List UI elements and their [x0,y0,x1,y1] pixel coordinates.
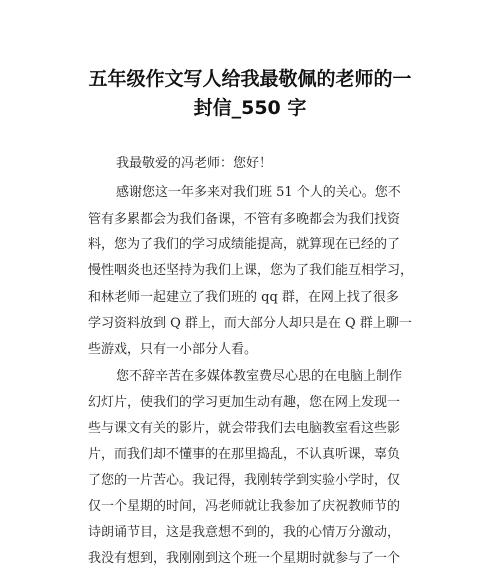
body-line: 学习资料放到 Q 群上，而大部分人却只是在 Q 群上聊一 [88,316,412,331]
body-line: 仅一个星期的时间，冯老师就让我参加了庆祝教师节的 [88,499,401,514]
salutation-line: 我最敬爱的冯老师：您好！ [116,156,273,171]
body-line: 片，而我们却不懂事的在那里捣乱，不认真听课，辜负 [88,447,401,462]
body-line: 感谢您这一年多来对我们班 51 个人的关心。您不 [116,185,401,200]
body-line: 些与课文有关的影片，就会带我们去电脑教室看这些影 [88,421,401,436]
body-line: 幻灯片，使我们的学习更加生动有趣，您在网上发现一 [88,395,401,410]
body-line: 我没有想到，我刚刚到这个班一个星期时就参与了一个 [88,551,401,566]
body-line: 和林老师一起建立了我们班的 qq 群，在网上找了很多 [88,290,399,305]
body-line: 料，您为了我们的学习成绩能提高，就算现在已经的了 [88,237,401,252]
body-line: 您不辞辛苦在多媒体教室费尽心思的在电脑上制作 [116,369,403,384]
document-title-line-1: 五年级作文写人给我最敬佩的老师的一 [88,68,412,90]
body-line: 管有多累都会为我们备课，不管有多晚都会为我们找资 [88,212,401,227]
body-line: 诗朗诵节目，这是我意想不到的，我的心情万分激动， [88,525,401,540]
document-title-line-2: 封信_550 字 [193,97,307,119]
body-line: 了您的一片苦心。我记得，我刚转学到实验小学时，仅 [88,473,401,488]
body-line: 些游戏，只有一小部分人看。 [88,342,258,357]
body-line: 慢性咽炎也还坚持为我们上课，您为了我们能互相学习， [88,263,414,278]
